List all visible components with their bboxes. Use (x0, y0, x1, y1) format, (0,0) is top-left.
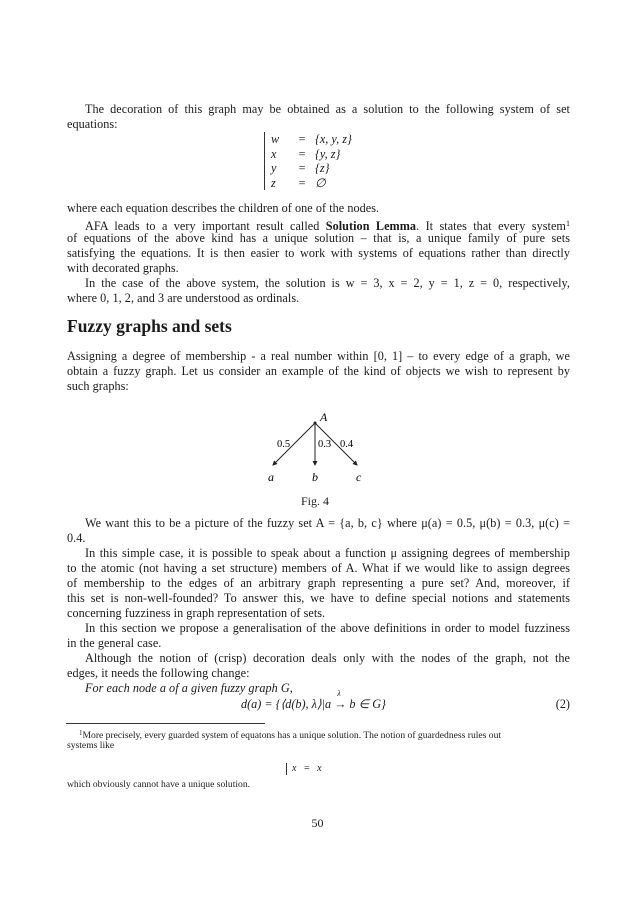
equation-operator: = (303, 763, 310, 774)
equation-rhs: {y, z} (315, 146, 341, 161)
paragraph-line: obtain a fuzzy graph. Let us consider an example of the kind of objects we wish to represent by (67, 364, 570, 378)
paragraph-line: The decoration of this graph may be obtained as a solution to the following system of set (85, 102, 570, 116)
paragraph-line: We want this to be a picture of the fuzzy set A = {a, b, c} where μ(a) = 0.5, μ(b) = 0.3, μ(c) = (85, 516, 570, 530)
edge-weight-b: 0.3 (318, 439, 332, 450)
footnote-line: systems like (67, 740, 115, 751)
equation-left: d(a) = {⟨d(b), λ⟩|a (241, 697, 335, 711)
figure-caption: Fig. 4 (300, 494, 329, 508)
paragraph-line: In this simple case, it is possible to speak about a function μ assigning degrees of membership (85, 546, 570, 560)
fuzzy-graph-diagram (240, 405, 390, 505)
paragraph-line: of membership to the edges of an arbitrary graph representing a pure set? And, moreover, if (67, 576, 570, 590)
equation-lhs: y (271, 161, 277, 175)
equation-lhs: w (271, 132, 280, 146)
equation-system (264, 132, 352, 190)
equation-right: b ∈ G} (346, 697, 386, 711)
paragraph-line: In this section we propose a generalisation of the above definitions in order to model fuzziness (85, 621, 570, 635)
node-label-b: b (312, 470, 318, 484)
paragraph-line: 0.4. (67, 531, 86, 545)
edge-weight-c: 0.4 (340, 439, 354, 450)
equation-row (271, 176, 352, 191)
italic-statement: For each node a of a given fuzzy graph G, (85, 681, 293, 695)
arrow-label: λ (337, 689, 341, 698)
paragraph-line: concerning fuzziness in graph representation of sets. (67, 606, 326, 620)
footnote-marker: 1 (79, 729, 83, 737)
equation-row (271, 147, 352, 162)
paragraph-line: this set is non-well-founded? To answer this, we have to define special notions and statements (67, 591, 570, 605)
footnote-reference[interactable]: 1 (565, 219, 570, 228)
paragraph-line: in the general case. (67, 636, 162, 650)
paragraph-line: equations: (67, 117, 118, 131)
equation-lhs: x (271, 146, 277, 161)
paragraph-line: with decorated graphs. (67, 261, 179, 275)
equation-operator: = (298, 146, 306, 161)
equation-lhs: x (292, 763, 297, 774)
paragraph-line: satisfying the equations. It is then easier to work with systems of equations rather than directly (67, 246, 570, 260)
footnote-text: More precisely, every guarded system of equatons has a unique solution. The notion of guardedness rules out (82, 730, 502, 741)
figure-fuzzy-graph (240, 405, 390, 508)
node-root (314, 422, 317, 425)
section-heading: Fuzzy graphs and sets (67, 316, 232, 336)
text-run: AFA leads to a very important result called (85, 219, 326, 233)
equation-2 (241, 689, 386, 712)
equation-row (271, 161, 352, 176)
edge-weight-a: 0.5 (277, 439, 291, 450)
equation-rhs: {z} (315, 161, 330, 175)
equation-operator: = (298, 132, 306, 146)
equation-operator: = (298, 161, 306, 175)
equation-row (271, 132, 352, 147)
labelled-arrow (334, 689, 347, 712)
paragraph-line: edges, it needs the following change: (67, 666, 250, 680)
equation-rhs: x (317, 763, 322, 774)
paragraph-line: In the case of the above system, the solution is w = 3, x = 2, y = 1, z = 0, respectively, (85, 276, 570, 290)
page-number: 50 (311, 816, 324, 830)
paragraph-line: of equations of the above kind has a unique solution – that is, a unique family of pure sets (67, 231, 570, 245)
paragraph-line: Although the notion of (crisp) decoration deals only with the nodes of the graph, not the (85, 651, 570, 665)
term-solution-lemma: Solution Lemma (325, 219, 417, 233)
paragraph-line: where 0, 1, 2, and 3 are understood as ordinals. (67, 291, 300, 305)
paragraph-line: such graphs: (67, 379, 129, 393)
equation-operator: = (298, 175, 306, 190)
footnote-equation (286, 763, 322, 775)
node-label-a: a (268, 470, 274, 484)
footnote-line: which obviously cannot have a unique solution. (67, 779, 251, 790)
paragraph-line: where each equation describes the children of one of the nodes. (67, 201, 380, 215)
text-run: . It states that every system (416, 219, 566, 233)
equation-number: (2) (555, 697, 570, 711)
equation-lhs: z (271, 175, 276, 190)
node-label-c: c (356, 470, 362, 484)
equation-rhs: {x, y, z} (315, 132, 352, 146)
footnote-rule (66, 723, 265, 724)
node-label-root: A (320, 410, 328, 424)
equation-rhs: ∅ (315, 175, 326, 190)
paragraph-line: Assigning a degree of membership - a real number within [0, 1] – to every edge of a graph, we (67, 349, 570, 363)
arrow-icon: → (334, 697, 347, 711)
paragraph-line: to the atomic (not having a set structure) members of A. What if we would like to assign degrees (67, 561, 570, 575)
